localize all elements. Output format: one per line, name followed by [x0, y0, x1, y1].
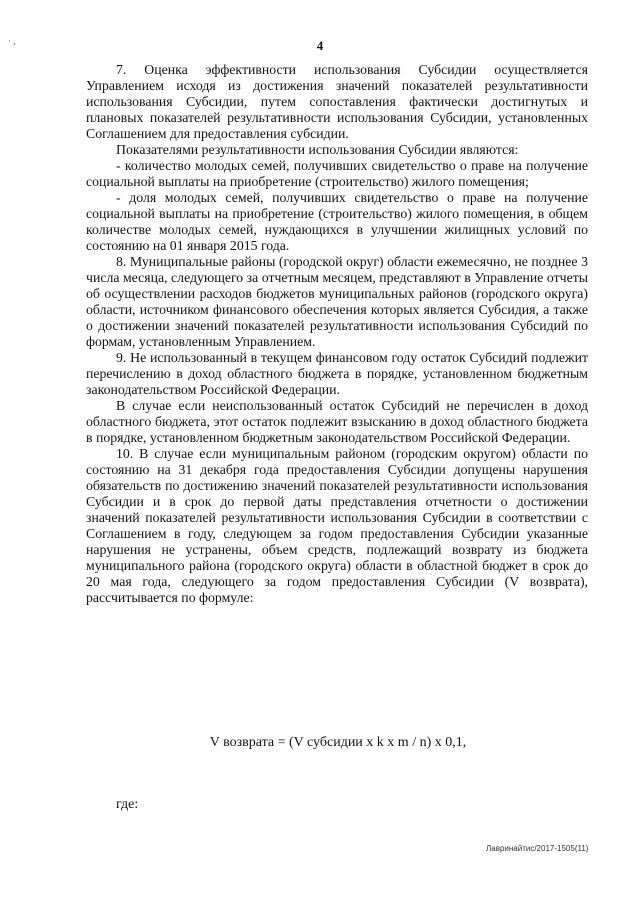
where-label: где:	[116, 797, 139, 812]
paragraph-7: 7. Оценка эффективности использования Субсидии осуществляется Управлением исходя из достижения значений показателей результативности использования Субсидии, путем сопоставления фактически достигнутых и плановых показателей результативности использования Субсидии, установленных Соглашением для предоставления субсидии.	[86, 62, 588, 141]
document-code: Лавринайтис/2017-1505(11)	[486, 844, 589, 853]
return-formula: V возврата = (V субсидии x k x m / n) x 0,1,	[209, 735, 467, 750]
indicator-item-2: - доля молодых семей, получивших свидетельство о праве на получение социальной выплаты на приобретение (строительство) жилого помещения, в общем количестве молодых семей, нуждающихся в улучшении жилищных условий по состоянию на 01 января 2015 года.	[86, 190, 588, 253]
body-text	[86, 62, 588, 606]
indicators-heading: Показателями результативности использования Субсидии являются:	[116, 142, 519, 157]
paragraph-8: 8. Муниципальные районы (городской округ) области ежемесячно, не позднее 3 числа месяца, следующего за отчетным месяцем, представляют в Управление отчеты об осуществлении расходов бюджетов муниципальных районов (городского округа) области, источником финансового обеспечения которых является Субсидия, а также о достижении значений показателей результативности использования Субсидий по формам, установленным Управлением.	[86, 254, 588, 349]
paragraph-9-continued: В случае если неиспользованный остаток Субсидий не перечислен в доход областного бюджета, этот остаток подлежит взысканию в доход областного бюджета в порядке, установленном бюджетным законодательством Российской Федерации.	[86, 398, 588, 445]
scan-mark: · ,	[8, 36, 16, 46]
page-number: 4	[316, 38, 324, 53]
paragraph-9: 9. Не использованный в текущем финансовом году остаток Субсидий подлежит перечислению в доход областного бюджета в порядке, установленном бюджетным законодательством Российской Федерации.	[86, 350, 588, 397]
indicator-item-1: - количество молодых семей, получивших свидетельство о праве на получение социальной выплаты на приобретение (строительство) жилого помещения;	[86, 158, 588, 189]
paragraph-10: 10. В случае если муниципальным районом (городским округом) области по состоянию на 31 декабря года предоставления Субсидии допущены нарушения обязательств по достижению значений показателей результативности использования Субсидии и в срок до первой даты представления отчетности о достижении значений показателей результативности использования Субсидии в соответствии с Соглашением в году, следующем за годом предоставления Субсидии указанные нарушения не устранены, объем средств, подлежащий возврату из бюджета муниципального района (городского округа) области в областной бюджет в срок до 20 мая года, следующего за годом предоставления Субсидии (V возврата), рассчитывается по формуле:	[86, 446, 588, 605]
